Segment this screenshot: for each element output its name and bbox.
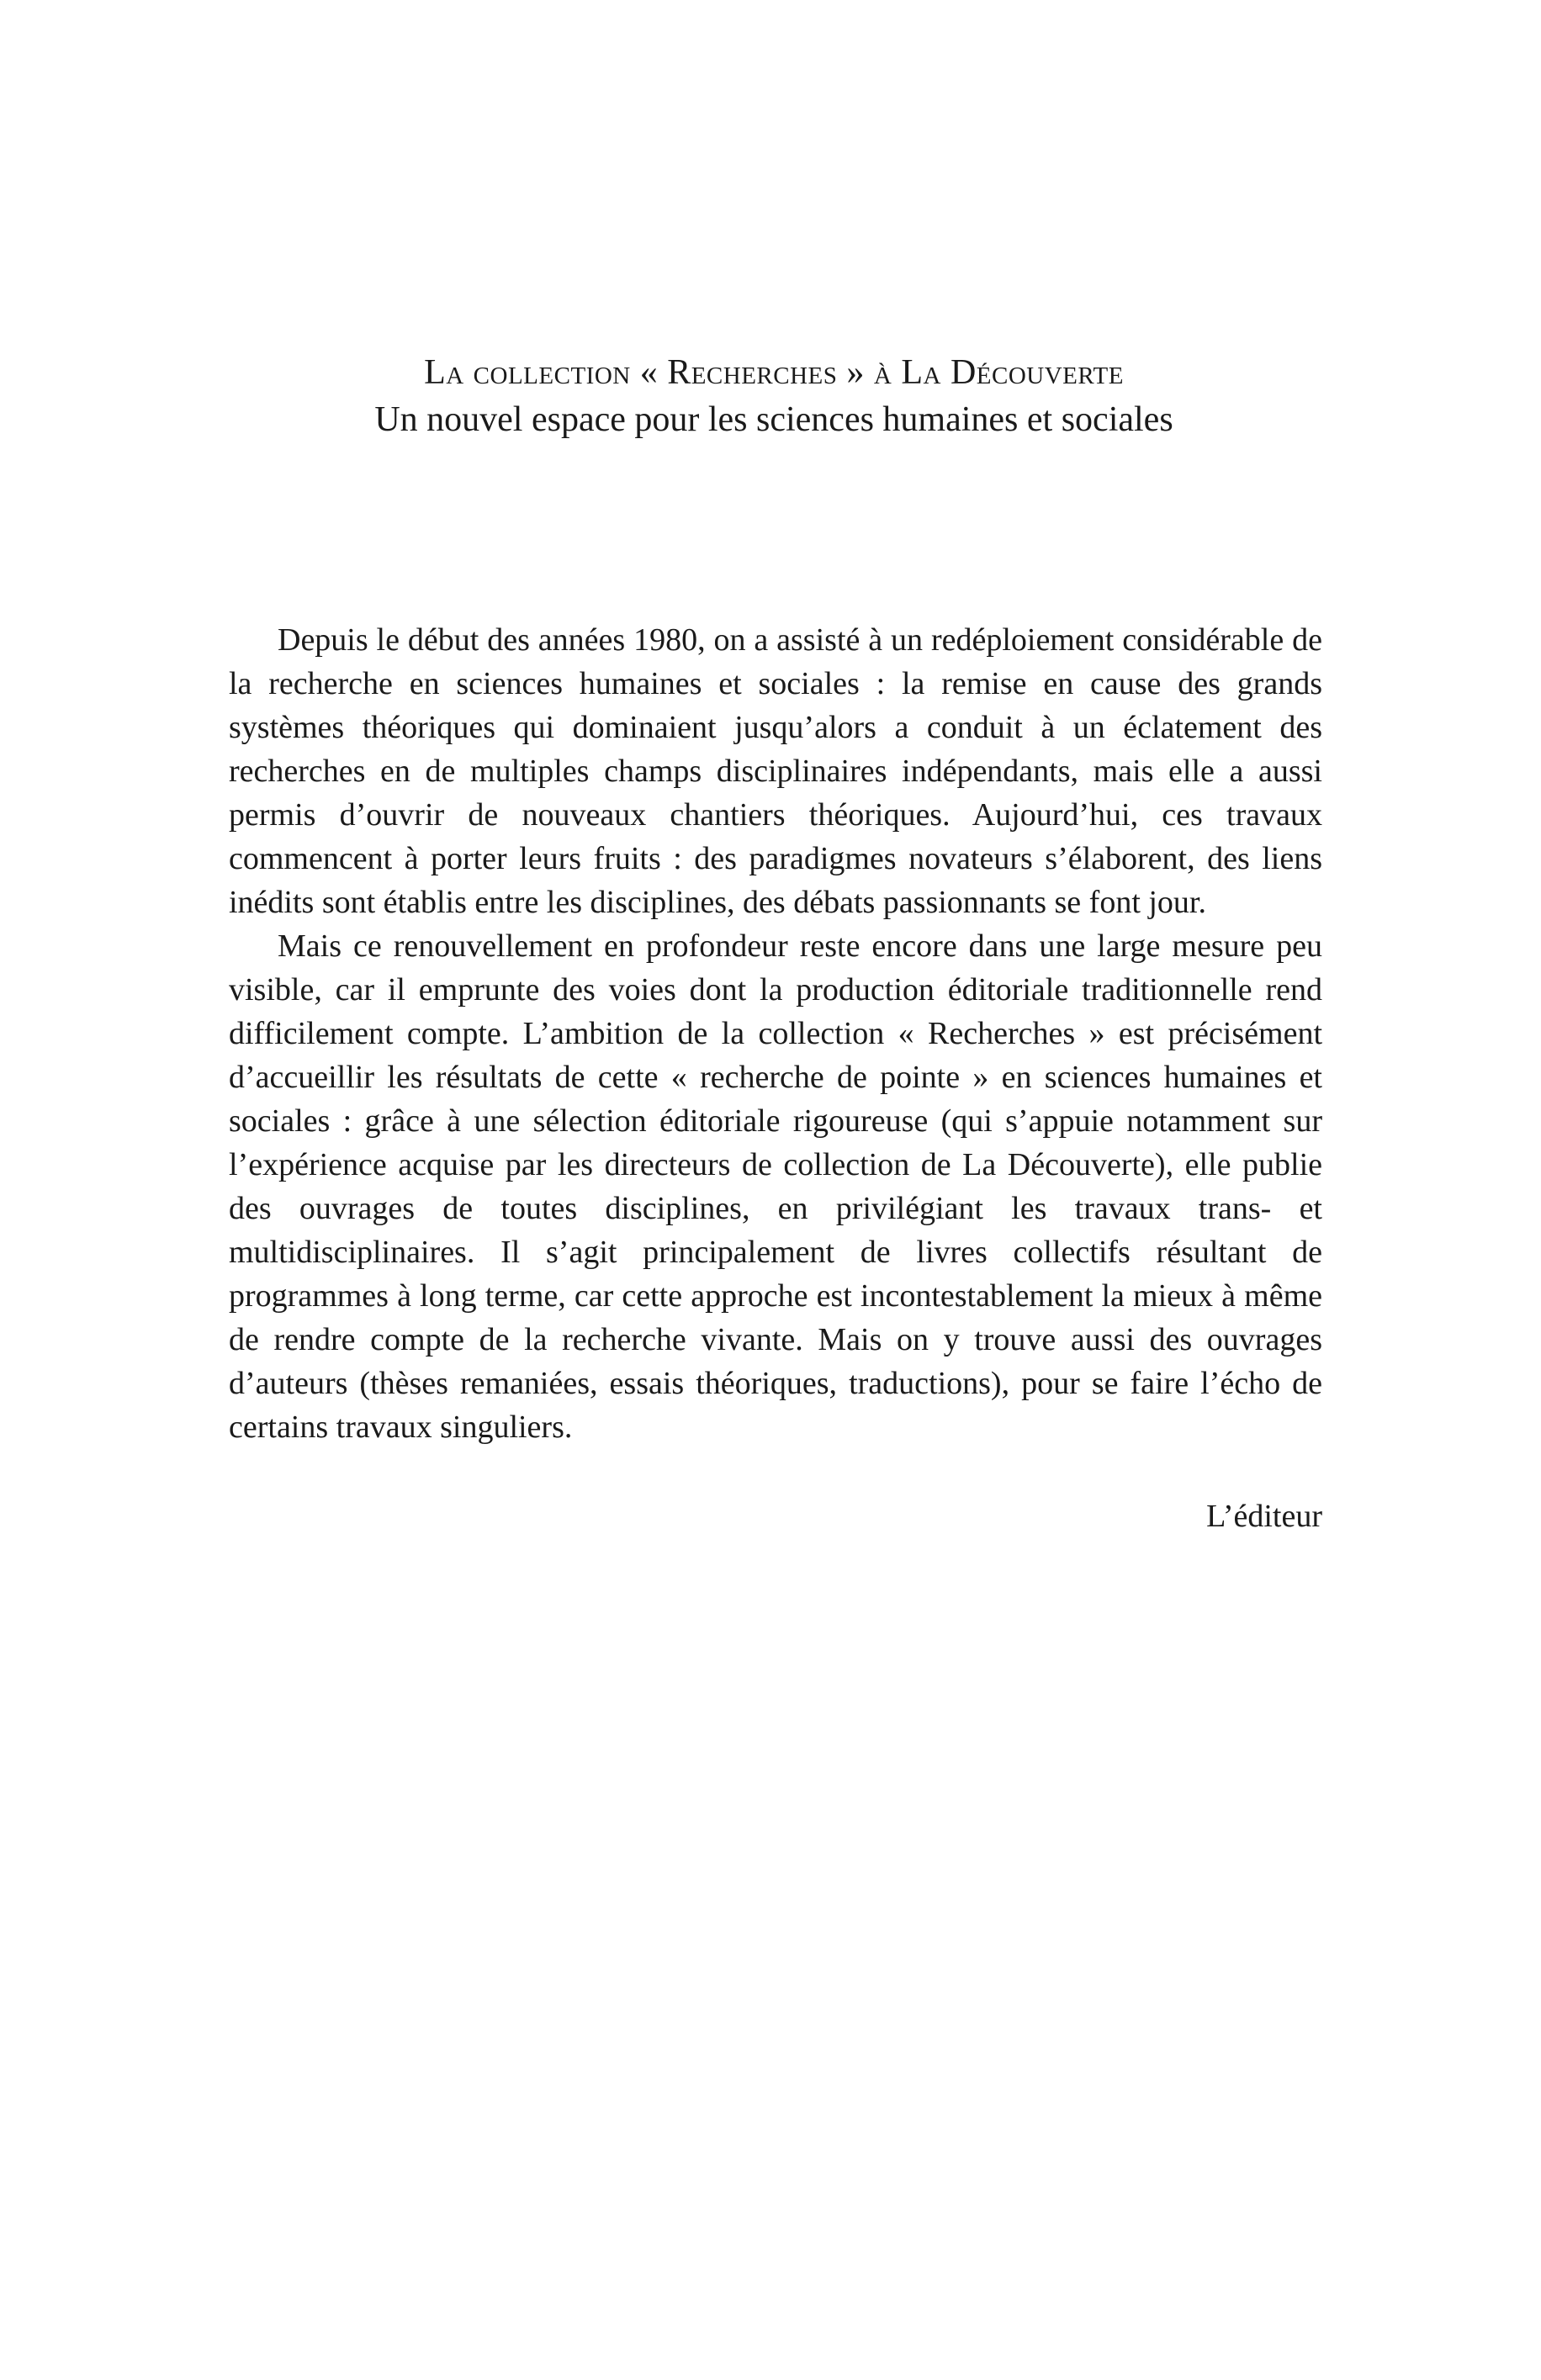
editor-signature: L’éditeur	[1206, 1499, 1322, 1534]
collection-title: La collection « Recherches » à La Découverte	[424, 353, 1124, 392]
body-text	[229, 618, 1322, 1449]
paragraph-2: Mais ce renouvellement en profondeur reste encore dans une large mesure peu visible, car il emprunte des voies dont la production éditoriale traditionnelle rend difficilement compte. L’ambition de la collection « Recherches » est précisément d’accueillir les résultats de cette « recherche de pointe » en sciences humaines et sociales : grâce à une sélection éditoriale rigoureuse (qui s’appuie notamment sur l’expérience acquise par les directeurs de collection de La Découverte), elle publie des ouvrages de toutes disciplines, en privilégiant les travaux trans- et multidisciplinaires. Il s’agit principalement de livres collectifs résultant de programmes à long terme, car cette approche est incontestablement la mieux à même de rendre compte de la recherche vivante. Mais on y trouve aussi des ouvrages d’auteurs (thèses remaniées, essais théoriques, traductions), pour se faire l’écho de certains travaux singuliers.	[229, 928, 1322, 1445]
page-heading	[227, 349, 1321, 443]
collection-subtitle: Un nouvel espace pour les sciences humaines et sociales	[374, 400, 1173, 439]
paragraph-1: Depuis le début des années 1980, on a assisté à un redéploiement considérable de la recherche en sciences humaines et sociales : la remise en cause des grands systèmes théoriques qui dominaient jusqu’alors a conduit à un éclatement des recherches en de multiples champs disciplinaires indépendants, mais elle a aussi permis d’ouvrir de nouveaux chantiers théoriques. Aujourd’hui, ces travaux commencent à porter leurs fruits : des paradigmes novateurs s’élaborent, des liens inédits sont établis entre les disciplines, des débats passionnants se font jour.	[229, 622, 1322, 920]
